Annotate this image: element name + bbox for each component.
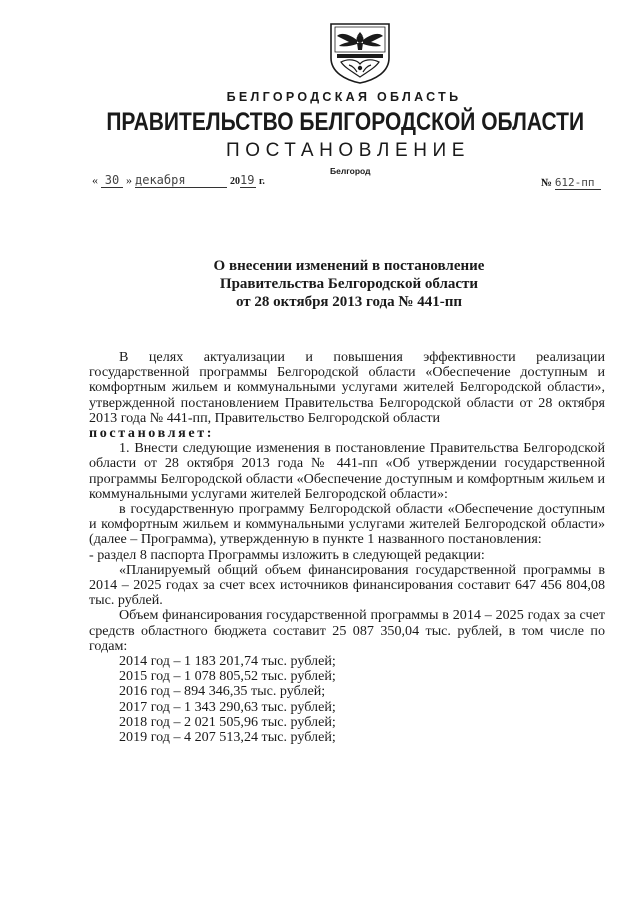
preamble-paragraph: В целях актуализации и повышения эффективности реализации государственной программы Белгородской области «Обеспечение доступным и комфортным жильем и коммунальными услугами жителей Белгородской области», утвержденной постановлением Правительства Белгородской области от 28 октября 2013 года № 441-пп, Правительство Белгородской области	[89, 349, 605, 426]
document-type: ПОСТАНОВЛЕНИЕ	[225, 140, 471, 161]
government-name: ПРАВИТЕЛЬСТВО БЕЛГОРОДСКОЙ ОБЛАСТИ	[106, 108, 585, 136]
date-close-quote: »	[126, 173, 132, 187]
date-month: декабря	[135, 174, 227, 188]
year-line: 2017 год – 1 343 290,63 тыс. рублей;	[119, 698, 336, 715]
document-body	[89, 350, 605, 745]
year-line: 2015 год – 1 078 805,52 тыс. рублей;	[119, 668, 336, 685]
program-paragraph: в государственную программу Белгородской области «Обеспечение доступным и комфортным жильем и коммунальными услугами жителей Белгородской области» (далее – Программа), утвержденную в пункте 1 названного постановления:	[89, 501, 605, 548]
document-date	[92, 173, 265, 188]
title-line: от 28 октября 2013 года № 441-пп	[235, 294, 462, 310]
coat-of-arms-icon	[327, 22, 393, 84]
year-line: 2014 год – 1 183 201,74 тыс. рублей;	[119, 653, 336, 670]
number-label: №	[541, 177, 553, 189]
title-line: О внесении изменений в постановление	[213, 258, 485, 274]
number-value: 612-пп	[555, 176, 601, 190]
year-line: 2016 год – 894 346,35 тыс. рублей;	[119, 683, 326, 700]
regional-budget-paragraph: Объем финансирования государственной программы в 2014 – 2025 годах за счет средств областного бюджета составит 25 087 350,04 тыс. рублей, в том числе по годам:	[89, 607, 605, 654]
section-8-paragraph: - раздел 8 паспорта Программы изложить в следующей редакции:	[89, 546, 485, 563]
date-year-suffix: 19	[240, 173, 255, 187]
resolves-word: постановляет:	[89, 425, 215, 442]
date-year-prefix: 20	[230, 176, 240, 187]
document-number	[541, 176, 601, 190]
date-year-unit: г.	[259, 176, 265, 187]
region-name: БЕЛГОРОДСКАЯ ОБЛАСТЬ	[226, 90, 462, 104]
document-title	[0, 257, 640, 311]
year-line: 2019 год – 4 207 513,24 тыс. рублей;	[119, 729, 336, 746]
city-name: Белгород	[330, 166, 371, 176]
item-1-paragraph: 1. Внести следующие изменения в постановление Правительства Белгородской области от 28 октября 2013 года № 441-пп «Об утверждении государственной программы Белгородской области «Обеспечение доступным и комфортным жильем и коммунальными услугами жителей Белгородской области»:	[89, 440, 605, 502]
date-day: 30	[101, 174, 123, 188]
year-line: 2018 год – 2 021 505,96 тыс. рублей;	[119, 713, 336, 730]
title-line: Правительства Белгородской области	[219, 276, 479, 292]
total-financing-paragraph: «Планируемый общий объем финансирования государственной программы в 2014 – 2025 годах за счет всех источников финансирования составит 647 456 804,08 тыс. рублей.	[89, 561, 605, 609]
date-open-quote: «	[92, 173, 98, 187]
